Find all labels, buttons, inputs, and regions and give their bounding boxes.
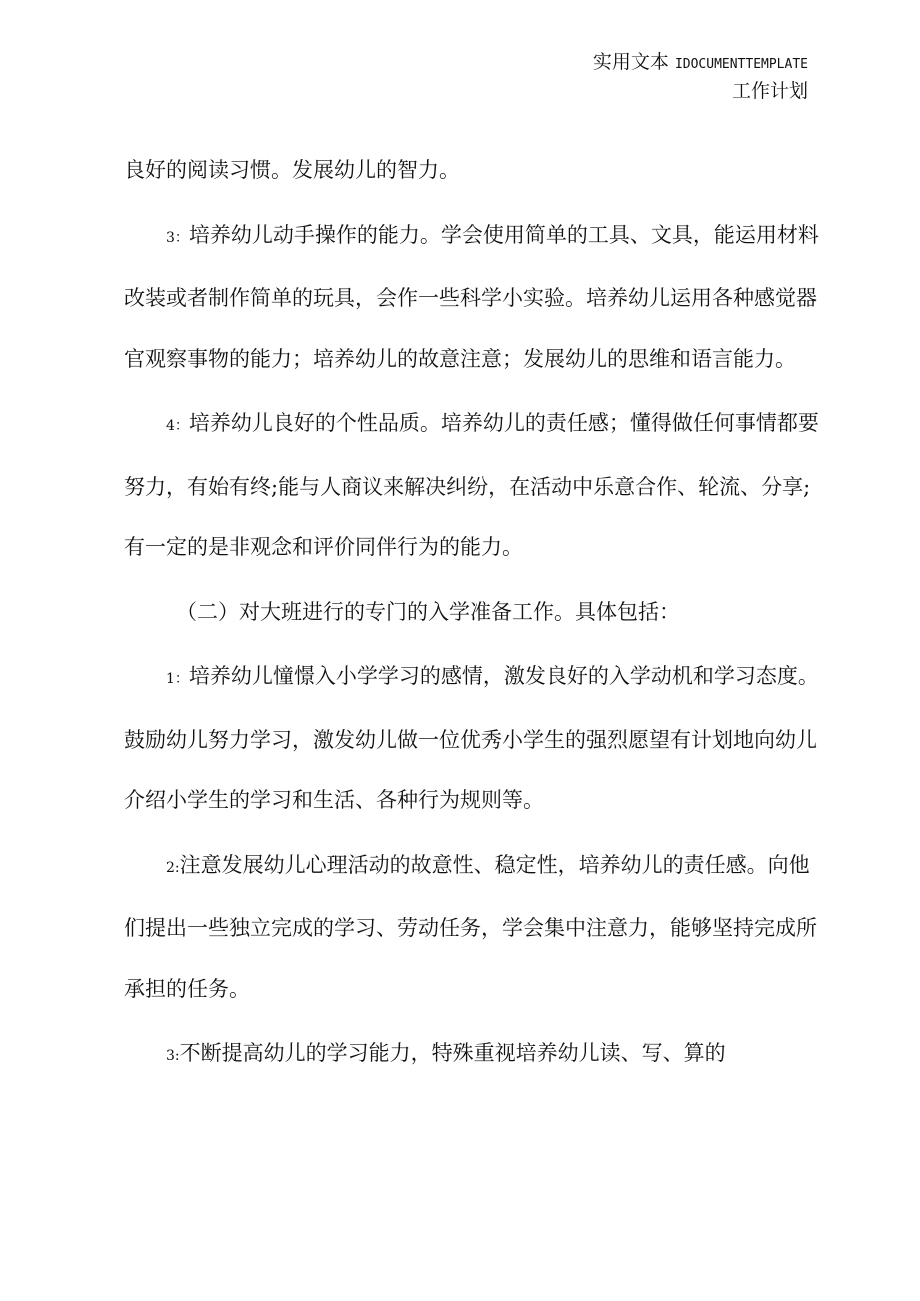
paragraph-text: 培养幼儿动手操作的能力。学会使用简单的工具、文具，能运用材料改装或者制作简单的玩具，会作一些科学小实验。培养幼儿运用各种感觉器官观察事物的能力；培养幼儿的故意注意；发展幼儿的思维和语言能力。	[124, 222, 819, 371]
header-title-line	[593, 48, 808, 79]
paragraph-text: 良好的阅读习惯。发展幼儿的智力。	[124, 158, 460, 182]
paragraph-item-3b	[124, 1023, 824, 1087]
doc-type: 工作计划	[731, 80, 808, 102]
item-number: 2:	[166, 859, 180, 876]
doc-label: 实用文本	[592, 51, 669, 73]
paragraph-item-4	[124, 393, 824, 578]
section-heading	[124, 582, 824, 643]
item-number: 4：	[166, 418, 189, 434]
paragraph-item-3	[124, 205, 824, 390]
item-number: 3:	[166, 1048, 180, 1064]
paragraph-text: 培养幼儿良好的个性品质。培养幼儿的责任感；懂得做任何事情都要努力，有始有终;能与人商议来解决纠纷，在活动中乐意合作、轮流、分享;有一定的是非观念和评价同伴行为的能力。	[124, 411, 819, 559]
paragraph-item-2	[124, 835, 824, 1020]
item-number: 3：	[166, 229, 189, 246]
paragraph-text: 培养幼儿憧憬入小学学习的感情，激发良好的入学动机和学习态度。鼓励幼儿努力学习，激发幼儿做一位优秀小学生的强烈愿望有计划地向幼儿介绍小学生的学习和生活、各种行为规则等。	[124, 664, 819, 812]
page-header	[593, 48, 808, 105]
paragraph-continuation	[124, 140, 824, 201]
document-body	[124, 140, 824, 1087]
section-heading-text: （二）对大班进行的专门的入学准备工作。具体包括：	[176, 599, 680, 624]
paragraph-text: 不断提高幼儿的学习能力，特殊重视培养幼儿读、写、算的	[179, 1041, 726, 1065]
item-number: 1：	[166, 671, 189, 687]
paragraph-text: 注意发展幼儿心理活动的故意性、稳定性，培养幼儿的责任感。向他们提出一些独立完成的学习、劳动任务，学会集中注意力，能够坚持完成所承担的任务。	[124, 852, 817, 1001]
doc-code: IDOCUMENTTEMPLATE	[674, 57, 808, 72]
paragraph-item-1	[124, 646, 824, 831]
